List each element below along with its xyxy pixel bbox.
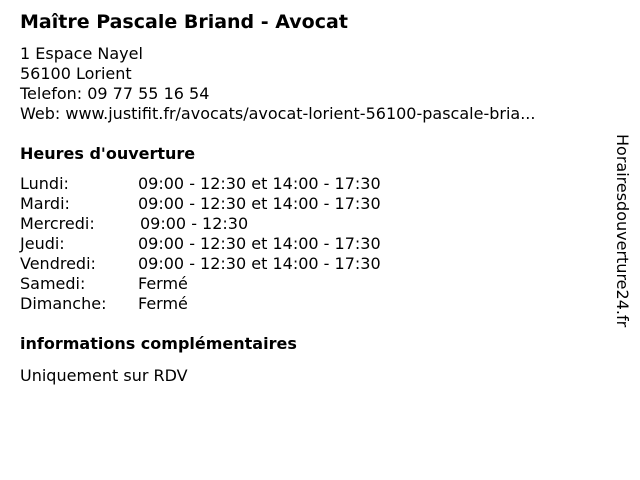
website-link: Web: www.justifit.fr/avocats/avocat-lorient-56100-pascale-bria...: [20, 104, 536, 123]
info-text: Uniquement sur RDV: [20, 366, 188, 385]
day-hours: 09:00 - 12:30 et 14:00 - 17:30: [138, 254, 381, 273]
street-address: 1 Espace Nayel: [20, 44, 143, 63]
day-label: Samedi:: [20, 274, 86, 293]
day-hours: 09:00 - 12:30 et 14:00 - 17:30: [138, 174, 381, 193]
day-label: Mercredi:: [20, 214, 95, 233]
day-label: Dimanche:: [20, 294, 107, 313]
city-postal: 56100 Lorient: [20, 64, 132, 83]
day-label: Vendredi:: [20, 254, 96, 273]
day-hours: 09:00 - 12:30 et 14:00 - 17:30: [138, 234, 381, 253]
info-heading: informations complémentaires: [20, 334, 297, 353]
day-label: Mardi:: [20, 194, 70, 213]
day-hours: 09:00 - 12:30 et 14:00 - 17:30: [138, 194, 381, 213]
phone-number: Telefon: 09 77 55 16 54: [20, 84, 210, 103]
day-hours: Fermé: [138, 274, 188, 293]
day-hours: Fermé: [138, 294, 188, 313]
day-hours: 09:00 - 12:30: [140, 214, 249, 233]
address-block: [20, 44, 535, 124]
brand-watermark: Horairesdouverture24.fr: [613, 134, 632, 328]
day-label: Jeudi:: [20, 234, 65, 253]
page-title: Maître Pascale Briand - Avocat: [20, 11, 348, 33]
day-label: Lundi:: [20, 174, 69, 193]
hours-heading: Heures d'ouverture: [20, 144, 196, 163]
